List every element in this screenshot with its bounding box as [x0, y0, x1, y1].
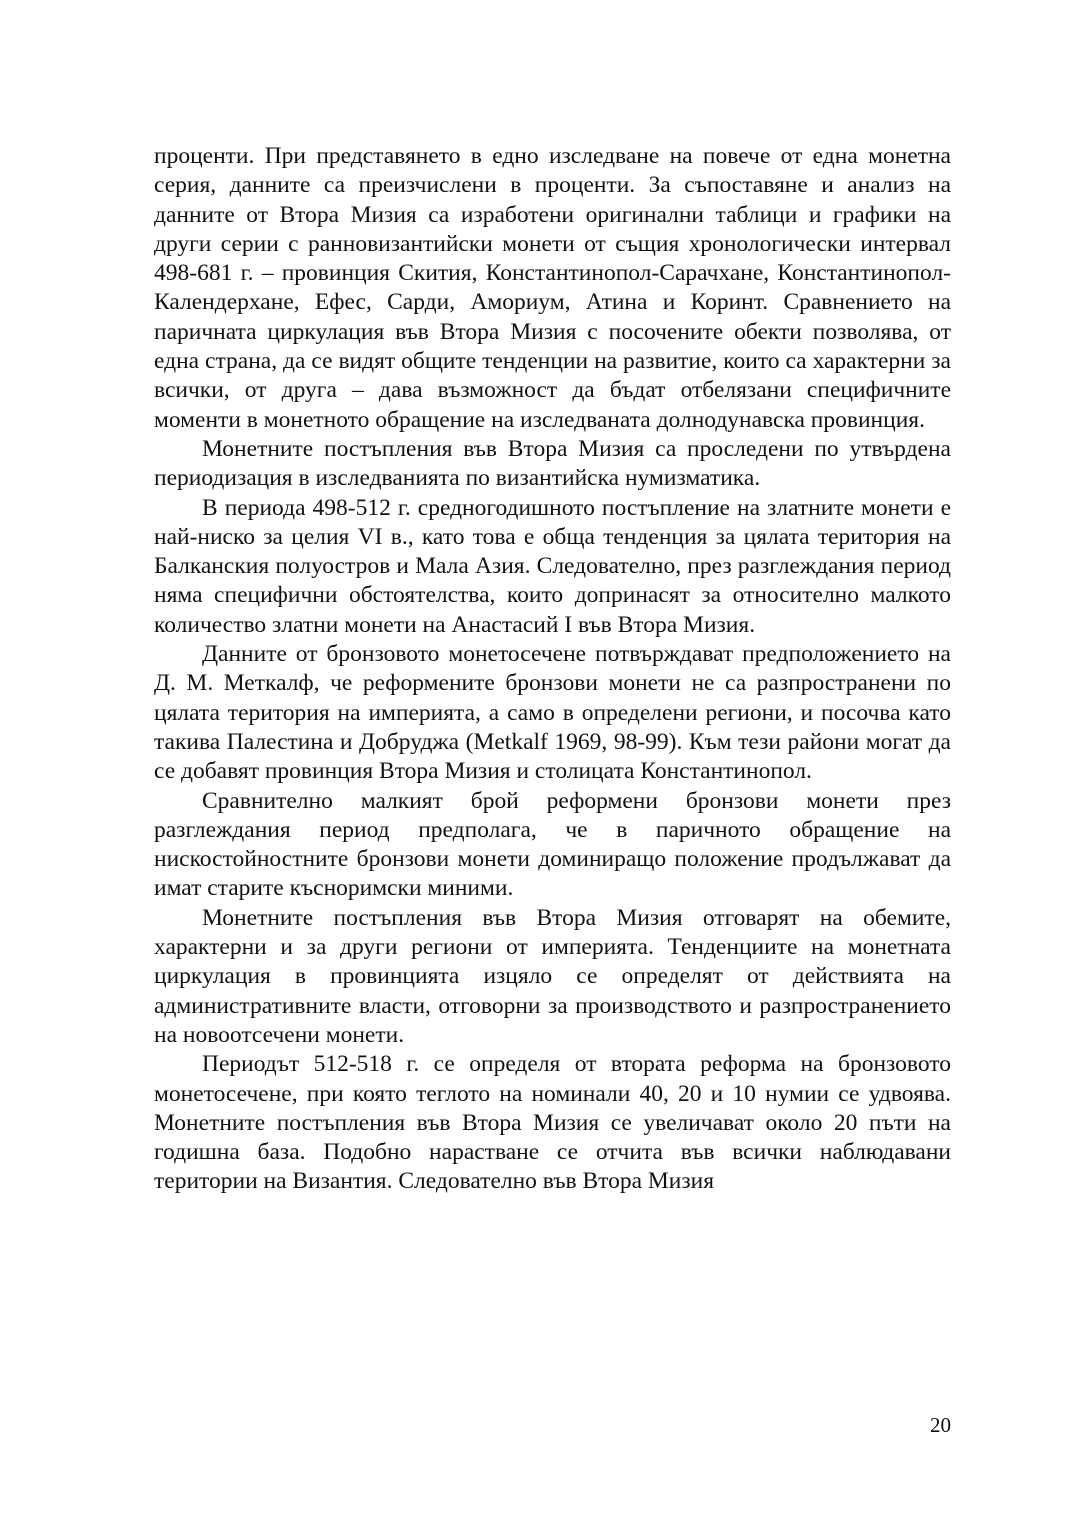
body-text — [154, 142, 951, 1197]
paragraph-4: Данните от бронзовото монетосечене потвърждават предположението на Д. М. Меткалф, че реформените бронзови монети не са разпространени по цялата територия на империята, а само в определени региони, и посочва като такива Палестина и Добруджа (Metkalf 1969, 98-99). Към тези райони могат да се добавят провинция Втора Мизия и столицата Константинопол. — [154, 641, 951, 785]
paragraph-1: проценти. При представянето в едно изследване на повече от една монетна серия, данните са преизчислени в проценти. За съпоставяне и анализ на данните от Втора Мизия са изработени оригинални таблици и графики на други серии с ранновизантийски монети от същия хронологически интервал 498-681 г. – провинция Скития, Константинопол-Сарачхане, Константинопол-Календерхане, Ефес, Сарди, Амориум, Атина и Коринт. Сравнението на паричната циркулация във Втора Мизия с посочените обекти позволява, от една страна, да се видят общите тенденции на развитие, които са характерни за всички, от друга – дава възможност да бъдат отбелязани специфичните моменти в монетното обращение на изследваната долнодунавска провинция. — [154, 143, 951, 433]
paragraph-5: Сравнително малкият брой реформени бронзови монети през разглеждания период предполага, че в паричното обращение на нискостойностните бронзови монети доминиращо положение продължават да имат старите късноримски миними. — [154, 787, 951, 902]
page-number: 20 — [930, 1413, 951, 1437]
paragraph-7: Периодът 512-518 г. се определя от втората реформа на бронзовото монетосечене, при която теглото на номинали 40, 20 и 10 нумии се удвоява. Монетните постъпления във Втора Мизия се увеличават около 20 пъти на годишна база. Подобно нарастване се отчита във всички наблюдавани територии на Византия. Следователно във Втора Мизия — [154, 1051, 951, 1195]
paragraph-2: Монетните постъпления във Втора Мизия са проследени по утвърдена периодизация в изследванията по византийска нумизматика. — [154, 435, 951, 492]
paragraph-6: Монетните постъпления във Втора Мизия отговарят на обемите, характерни и за други региони от империята. Тенденциите на монетната циркулация в провинцията изцяло се определят от действията на административните власти, отговорни за производството и разпространението на новоотсечени монети. — [154, 904, 951, 1048]
paragraph-3: В периода 498-512 г. средногодишното постъпление на златните монети е най-ниско за целия VI в., като това е обща тенденция за цялата територия на Балканския полуостров и Мала Азия. Следователно, през разглеждания период няма специфични обстоятелства, които допринасят за относително малкото количество златни монети на Анастасий I във Втора Мизия. — [154, 494, 951, 638]
